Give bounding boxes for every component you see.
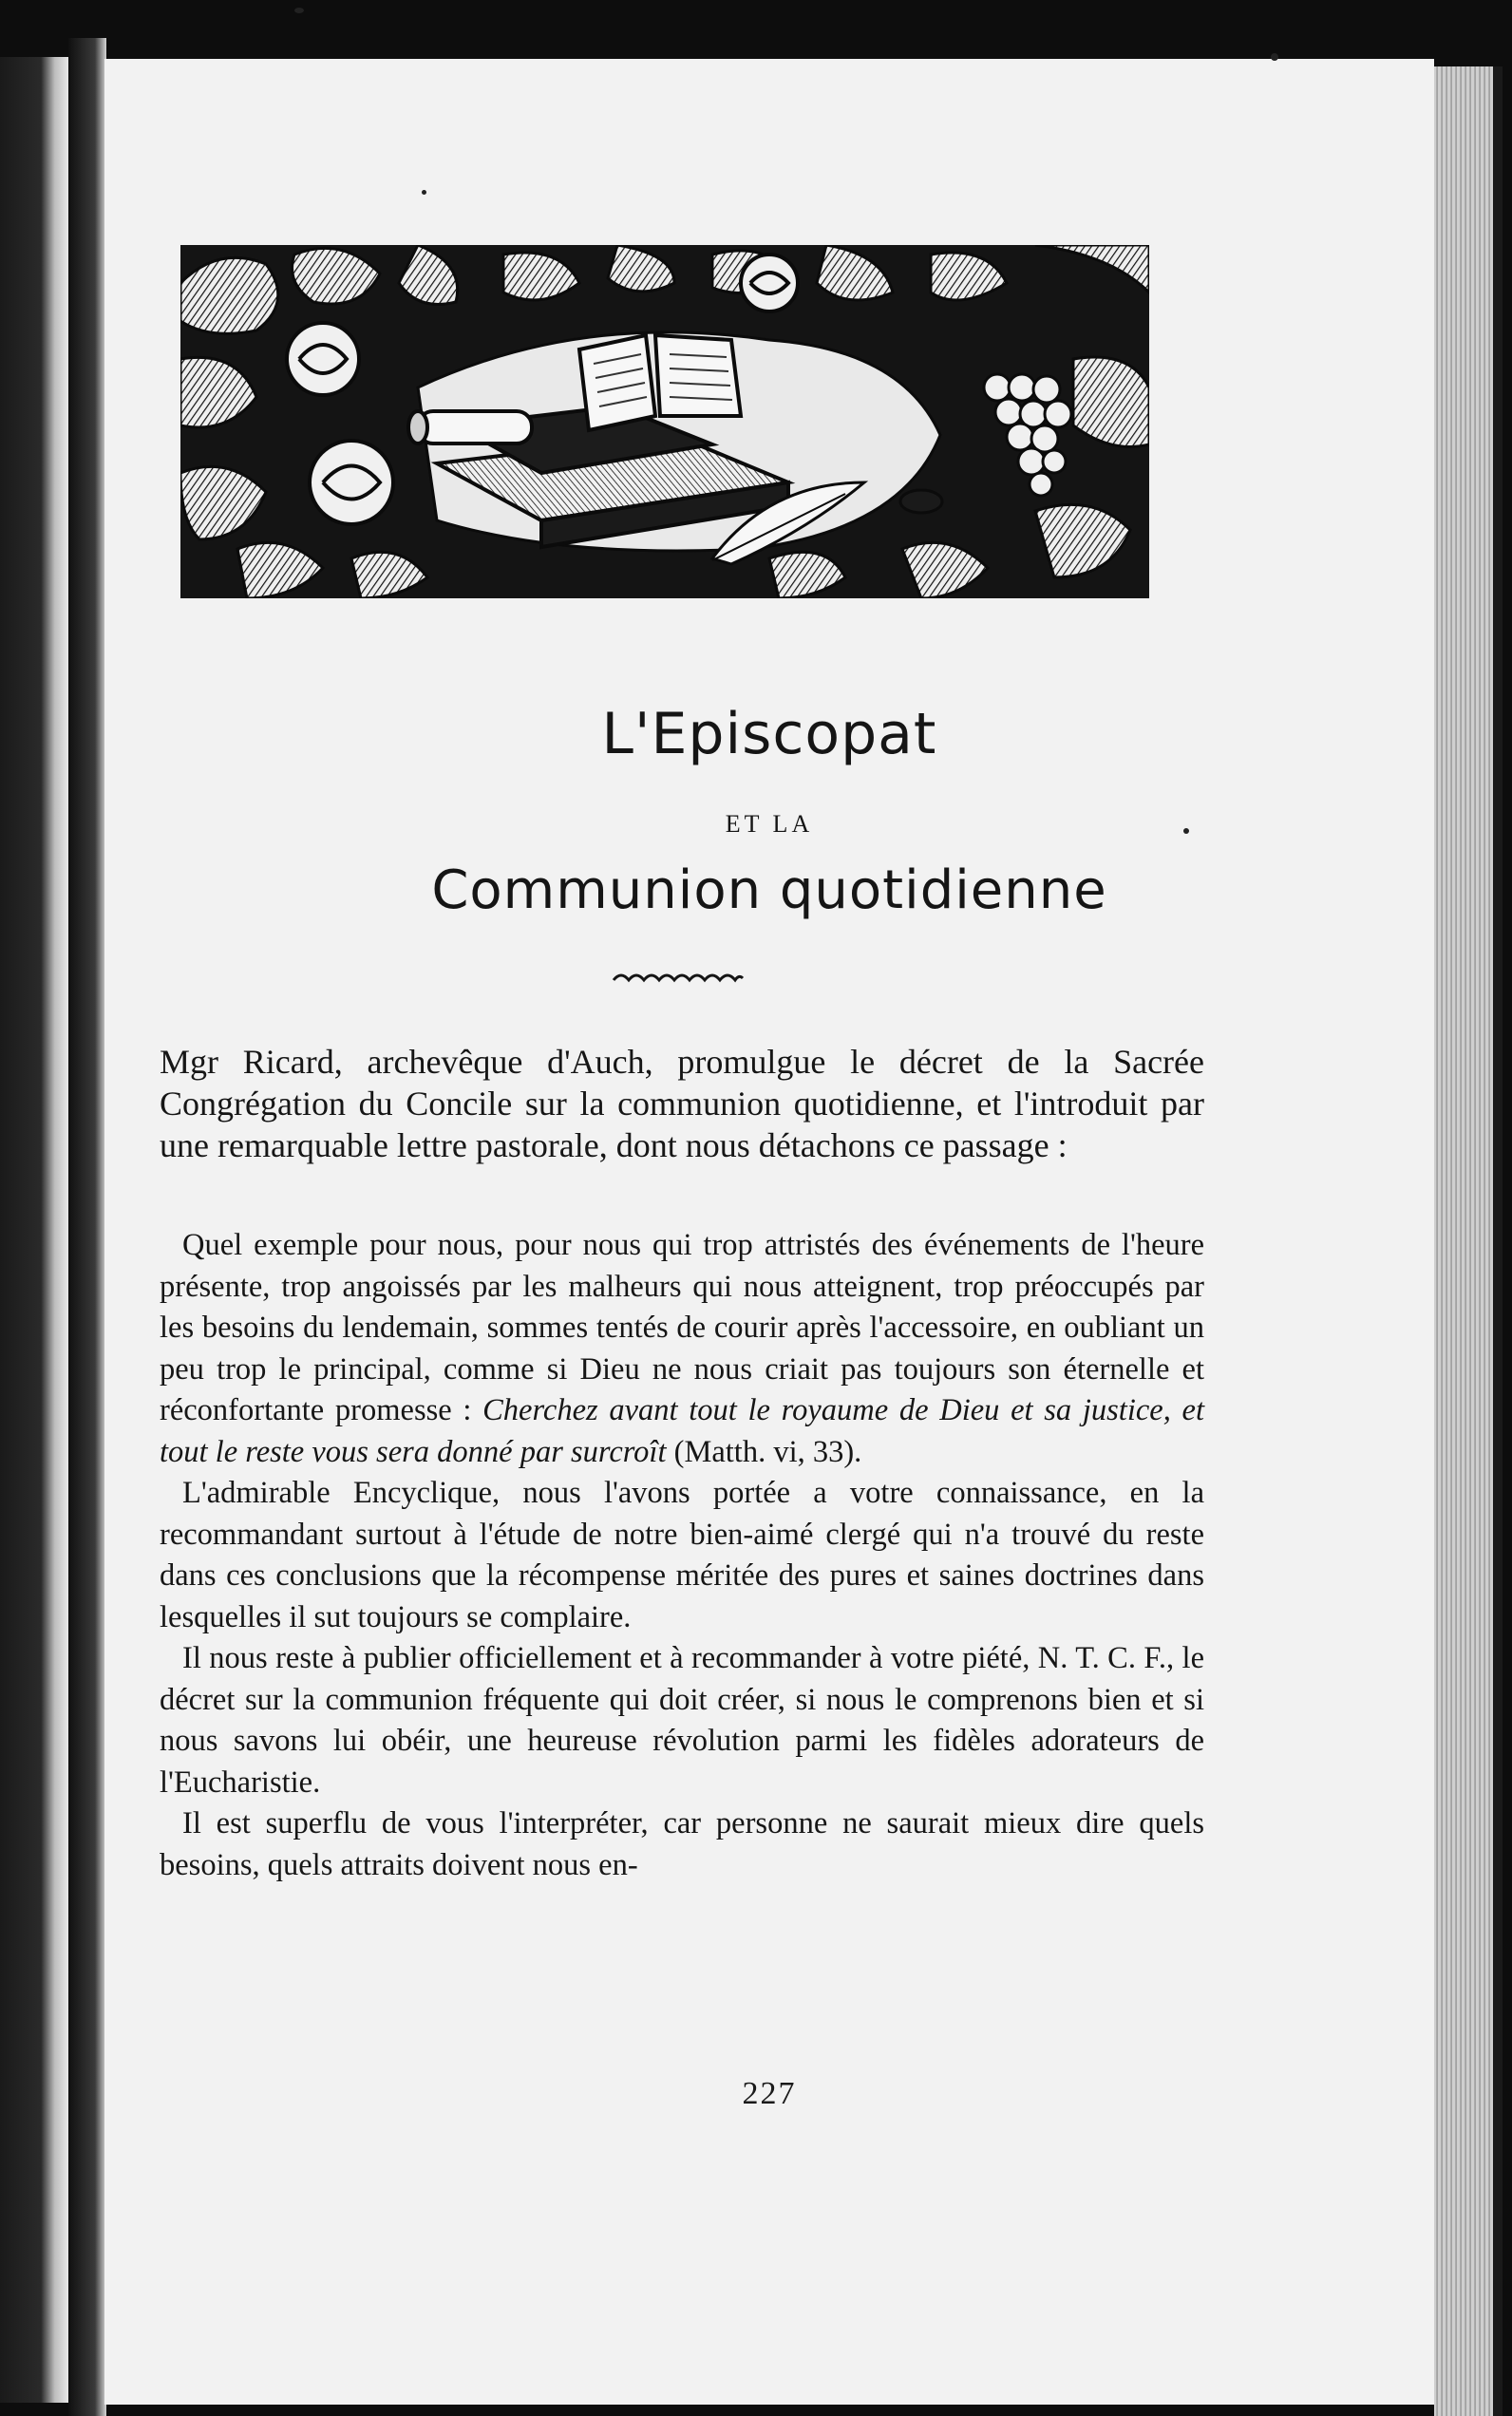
scripture-reference: (Matth. vi, 33).: [666, 1434, 862, 1469]
quote-paragraph-4: Il est superflu de vous l'interpréter, car personne ne saurait mieux dire quels besoins, quels attraits doivent nous en-: [160, 1806, 1204, 1882]
page-title: L'Episcopat: [601, 701, 937, 767]
quote-p1-text: Quel exemple pour nous, pour nous qui trop attristés des événements de l'heure présente, trop angoissés par les malheurs qui nous atteignent, trop préoccupés par les besoins du lendemain, sommes tentés de courir après l'accessoire, en oubliant un peu trop le principal, comme si Dieu ne nous criait pas toujours son éternelle et réconfortante promesse :: [160, 1228, 1204, 1427]
title-connector: ET LA: [725, 810, 814, 838]
scan-speck: [294, 8, 304, 13]
decorative-vignette-illustration: [180, 245, 1149, 598]
quote-paragraph-1: [160, 1225, 1204, 1473]
quote-paragraph-2: L'admirable Encyclique, nous l'avons portée a votre connaissance, en la recommandant surtout à l'étude de notre bien-aimé clergé qui n'a trouvé du reste dans ces conclusions que la récompense méritée des pures et saines doctrines dans lesquelles il sut toujours se complaire.: [160, 1476, 1204, 1634]
scan-speck: [422, 190, 426, 195]
wavy-divider-ornament: [612, 967, 745, 986]
book-gutter: [68, 38, 106, 2416]
page-subtitle: Communion quotidienne: [431, 859, 1107, 921]
page-edges: [1434, 66, 1503, 2416]
left-page-edge: [0, 57, 68, 2403]
page-number: 227: [742, 2076, 797, 2111]
quote-paragraph-3: Il nous reste à publier officiellement et à recommander à votre piété, N. T. C. F., le décret sur la communion fréquente qui doit créer, si nous le comprenons bien et si nous savons lui obéir, une heureuse révolution parmi les fidèles adorateurs de l'Eucharistie.: [160, 1641, 1204, 1800]
scripture-citation-italic: Cherchez avant tout le royaume de Dieu et sa justice, et tout le reste vous sera donné par surcroît: [160, 1393, 1204, 1469]
scan-speck: [1271, 53, 1278, 61]
pastoral-letter-quote: [160, 1225, 1204, 1886]
intro-paragraph: Mgr Ricard, archevêque d'Auch, promulgue le décret de la Sacrée Congrégation du Concile sur la communion quotidienne, et l'introduit par une remarquable lettre pastorale, dont nous détachons ce passage :: [160, 1043, 1204, 1164]
